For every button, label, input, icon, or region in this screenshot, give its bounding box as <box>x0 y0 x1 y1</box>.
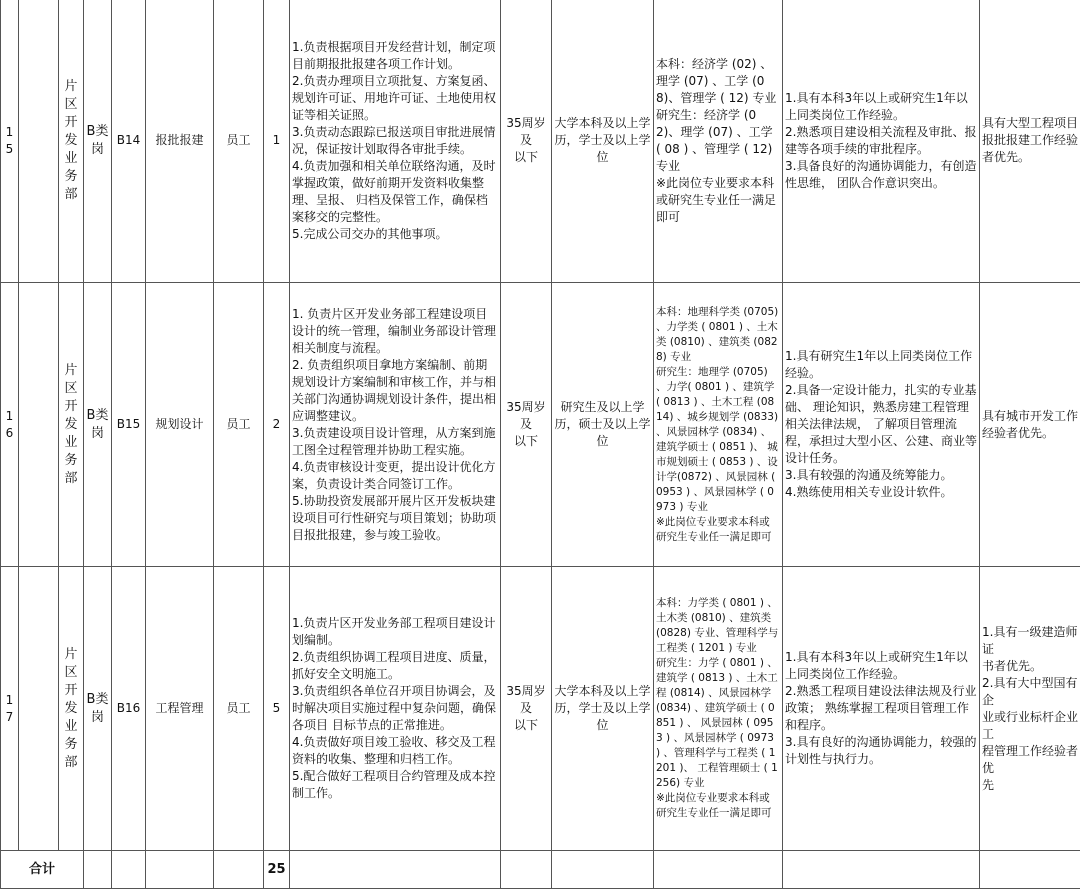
major: 本科：经济学 (02) 、理学 (07) 、工学 (08)、管理学 ( 12) 专业 研究生：经济学 (02)、理学 (07) 、工学 ( 08 ) 、管理学 ( 12) 专业 ※此岗位专业要求本科或研究生专业任一满足即可 <box>654 0 783 283</box>
category: B类岗 <box>87 691 109 727</box>
other-conditions: 具有大型工程项目报批报建工作经验者优先。 <box>980 0 1080 283</box>
headcount: 2 <box>264 283 290 567</box>
department: 片区开发业务部 <box>64 78 78 204</box>
total-row <box>1 851 1080 889</box>
category-cell <box>84 567 112 851</box>
blank-cell <box>19 0 59 283</box>
category: B类岗 <box>87 407 109 443</box>
blank-cell <box>19 567 59 851</box>
major: 本科：地理科学类 (0705) 、力学类 ( 0801 ) 、土木类 (0810) 、建筑类 (0828) 专业 研究生：地理学 (0705) 、力学( 0801 ) 、建筑学 ( 0813 ) 、土木工程 (0814) 、城乡规划学 (0833) 、风景园林学 (0834) 、建筑学硕士 ( 0851 )、 城市规划硕士 ( 0853 ) 、设计学(0872) 、风景园林 ( 0953 ) 、风景园林学 ( 0973 ) 专业 ※此岗位专业要求本科或研究生专业任一满足即可 <box>654 283 783 567</box>
position-code: B16 <box>112 567 146 851</box>
position-level: 员工 <box>214 567 264 851</box>
age-limit: 35周岁 及 以下 <box>501 567 552 851</box>
row-number: 15 <box>1 0 19 283</box>
department-cell <box>59 0 84 283</box>
requirements: 1.具有研究生1年以上同类岗位工作经验。 2.具备一定设计能力，扎实的专业基础、 理论知识，熟悉房建工程管理相关法律法规， 了解项目管理流程，承担过大型小区、公建、商业等设计任务。 3.具有较强的沟通及统筹能力。 4.熟练使用相关专业设计软件。 <box>783 283 980 567</box>
total-label: 合计 <box>1 851 84 889</box>
position-level: 员工 <box>214 0 264 283</box>
table-row <box>1 567 1080 851</box>
department: 片区开发业务部 <box>64 362 78 488</box>
position-name: 规划设计 <box>146 283 214 567</box>
education: 研究生及以上学历，硕士及以上学位 <box>552 283 654 567</box>
position-code: B15 <box>112 283 146 567</box>
headcount: 1 <box>264 0 290 283</box>
blank-cell <box>19 283 59 567</box>
duties: 1.负责片区开发业务部工程项目建设计划编制。 2.负责组织协调工程项目进度、质量，抓好安全文明施工。 3.负责组织各单位召开项目协调会，及时解决项目实施过程中复杂问题，确保各项目 目标节点的正常推进。 4.负责做好项目竣工验收、移交及工程资料的收集、整理和归档工作。 5.配合做好工程项目合约管理及成本控制工作。 <box>290 567 501 851</box>
table-row <box>1 283 1080 567</box>
department: 片区开发业务部 <box>64 646 78 772</box>
position-level: 员工 <box>214 283 264 567</box>
duties: 1. 负责片区开发业务部工程建设项目设计的统一管理，编制业务部设计管理相关制度与流程。 2. 负责组织项目拿地方案编制、前期规划设计方案编制和审核工作，并与相关部门沟通协调规划设计条件，提出相应调整建议。 3.负责建设项目设计管理，从方案到施工图全过程管理并协助工程实施。 4.负责审核设计变更，提出设计优化方案，负责设计类合同签订工作。 5.协助投资发展部开展片区开发板块建设项目可行性研究与项目策划；协助项目报批报建，参与竣工验收。 <box>290 283 501 567</box>
requirements: 1.具有本科3年以上或研究生1年以上同类岗位工作经验。 2.熟悉项目建设相关流程及审批、报建等各项手续的审批程序。 3.具备良好的沟通协调能力，有创造性思维， 团队合作意识突出。 <box>783 0 980 283</box>
education: 大学本科及以上学历，学士及以上学位 <box>552 567 654 851</box>
position-name: 工程管理 <box>146 567 214 851</box>
education: 大学本科及以上学历，学士及以上学位 <box>552 0 654 283</box>
headcount: 5 <box>264 567 290 851</box>
category-cell <box>84 283 112 567</box>
total-count: 25 <box>264 851 290 889</box>
department-cell <box>59 283 84 567</box>
other-conditions: 具有城市开发工作经验者优先。 <box>980 283 1080 567</box>
row-number: 16 <box>1 283 19 567</box>
table-row <box>1 0 1080 283</box>
row-number: 17 <box>1 567 19 851</box>
age-limit: 35周岁 及 以下 <box>501 0 552 283</box>
category-cell <box>84 0 112 283</box>
age-limit: 35周岁 及 以下 <box>501 283 552 567</box>
category: B类岗 <box>87 123 109 159</box>
other-conditions: 1.具有一级建造师证 书者优先。 2.具有大中型国有企 业或行业标杆企业工 程管理工作经验者优 先 <box>980 567 1080 851</box>
requirements: 1.具有本科3年以上或研究生1年以上同类岗位工作经验。 2.熟悉工程项目建设法律法规及行业政策； 熟练掌握工程项目管理工作和程序。 3.具有良好的沟通协调能力，较强的计划性与执行力。 <box>783 567 980 851</box>
department-cell <box>59 567 84 851</box>
major: 本科：力学类 ( 0801 ) 、土木类 (0810) 、建筑类 (0828) 专业、管理科学与工程类 ( 1201 ) 专业 研究生：力学 ( 0801 ) 、建筑学 ( 0813 ) 、土木工程 (0814) 、风景园林学 (0834) 、建筑学硕士 ( 0851 ) 、 风景园林 ( 0953 ) 、风景园林学 ( 0973 ) 、管理科学与工程类 ( 1201 )、 工程管理硕士 ( 1256) 专业 ※此岗位专业要求本科或研究生专业任一满足即可 <box>654 567 783 851</box>
position-name: 报批报建 <box>146 0 214 283</box>
duties: 1.负责根据项目开发经营计划，制定项目前期报批报建各项工作计划。 2.负责办理项目立项批复、方案复函、规划许可证、用地许可证、土地使用权证等相关证照。 3.负责动态跟踪已报送项目审批进展情况，保证按计划取得各审批手续。 4.负责加强和相关单位联络沟通，及时掌握政策，做好前期开发资料收集整理、呈报、 归档及保管工作，确保档案移交的完整性。 5.完成公司交办的其他事项。 <box>290 0 501 283</box>
position-code: B14 <box>112 0 146 283</box>
